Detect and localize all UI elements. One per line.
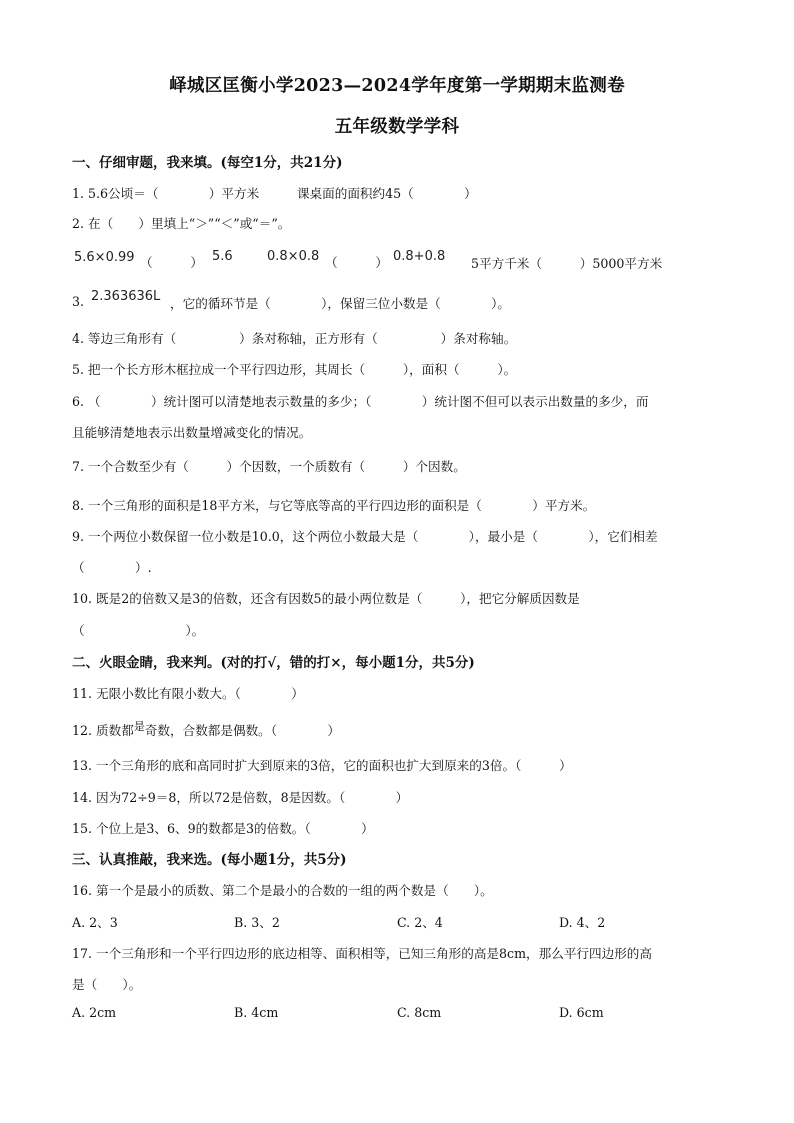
section-1-heading: 一、仔细审题，我来填。(每空1分，共21分) bbox=[72, 155, 343, 171]
question-10-line-2: （ ）。 bbox=[72, 623, 205, 638]
q16-option-c: C. 2、4 bbox=[397, 915, 443, 930]
q3-decimal: 2.363636L bbox=[91, 289, 161, 304]
question-13: 13. 一个三角形的底和高同时扩大到原来的3倍，它的面积也扩大到原来的3倍。（ ） bbox=[72, 758, 572, 773]
q17-option-d: D. 6cm bbox=[559, 1005, 604, 1020]
question-17-line-2: 是（ ）。 bbox=[72, 977, 142, 992]
q16-option-b: B. 3、2 bbox=[234, 915, 280, 930]
question-2: 2. 在（ ）里填上“＞”“＜”或“＝”。 bbox=[72, 216, 291, 231]
q2-expr-a: 5.6×0.99 bbox=[74, 250, 135, 265]
question-8: 8. 一个三角形的面积是18平方米，与它等底等高的平行四边形的面积是（ ）平方米。 bbox=[72, 498, 596, 513]
q17-option-a: A. 2cm bbox=[72, 1005, 117, 1020]
q16-option-a: A. 2、3 bbox=[72, 915, 118, 930]
q3-number: 3. bbox=[72, 294, 85, 309]
q12-part-a: 12. 质数都 bbox=[72, 723, 134, 738]
question-10-line-1: 10. 既是2的倍数又是3的倍数，还含有因数5的最小两位数是（ ），把它分解质因数是 bbox=[72, 591, 580, 606]
q12-part-b: 奇数，合数都是偶数。（ ） bbox=[144, 723, 341, 738]
exam-title: 峄城区匡衡小学2023—2024学年度第一学期期末监测卷 bbox=[169, 76, 625, 96]
exam-subtitle: 五年级数学学科 bbox=[334, 117, 460, 137]
q16-option-d: D. 4、2 bbox=[559, 915, 606, 930]
q17-option-b: B. 4cm bbox=[234, 1005, 279, 1020]
section-2-heading: 二、火眼金睛，我来判。(对的打√，错的打×，每小题1分，共5分) bbox=[72, 655, 475, 671]
question-12 bbox=[72, 720, 340, 739]
question-1: 1. 5.6公顷＝（ ）平方米 课桌面的面积约45（ ） bbox=[72, 186, 477, 201]
question-4: 4. 等边三角形有（ ）条对称轴，正方形有（ ）条对称轴。 bbox=[72, 331, 517, 346]
section-3-heading: 三、认真推敲，我来选。(每小题1分，共5分) bbox=[72, 852, 347, 868]
q2-blank-b: （ ） bbox=[325, 255, 388, 270]
question-11: 11. 无限小数比有限小数大。（ ） bbox=[72, 686, 304, 701]
question-5: 5. 把一个长方形木框拉成一个平行四边形，其周长（ ），面积（ ）。 bbox=[72, 362, 517, 377]
q12-raised-char: 是 bbox=[133, 720, 145, 733]
question-15: 15. 个位上是3、6、9的数都是3的倍数。（ ） bbox=[72, 821, 374, 836]
question-17-line-1: 17. 一个三角形和一个平行四边形的底边相等、面积相等，已知三角形的高是8cm，那么平行四边形的高 bbox=[72, 946, 652, 961]
question-16: 16. 第一个是最小的质数、第二个是最小的合数的一组的两个数是（ ）。 bbox=[72, 883, 493, 898]
question-6-line-2: 且能够清楚地表示出数量增减变化的情况。 bbox=[72, 425, 312, 440]
q2-expr-b: 0.8×0.8 bbox=[267, 249, 320, 264]
question-9-line-2: （ ）. bbox=[72, 560, 152, 575]
question-6-line-1: 6. （ ）统计图可以清楚地表示数量的多少；（ ）统计图不但可以表示出数量的多少，而 bbox=[72, 394, 649, 409]
q3-text: ，它的循环节是（ ），保留三位小数是（ ）。 bbox=[170, 296, 511, 311]
q17-option-c: C. 8cm bbox=[397, 1005, 442, 1020]
question-7: 7. 一个合数至少有（ ）个因数，一个质数有（ ）个因数。 bbox=[72, 459, 466, 474]
question-14: 14. 因为72÷9＝8，所以72是倍数，8是因数。（ ） bbox=[72, 790, 409, 805]
question-9-line-1: 9. 一个两位小数保留一位小数是10.0，这个两位小数最大是（ ），最小是（ ），它们相差 bbox=[72, 529, 658, 544]
q2-blank-a: （ ） bbox=[140, 255, 203, 270]
q2-rhs-b: 0.8+0.8 bbox=[393, 249, 446, 264]
q2-item-c: 5平方千米（ ）5000平方米 bbox=[471, 256, 663, 271]
q2-rhs-a: 5.6 bbox=[212, 249, 233, 264]
